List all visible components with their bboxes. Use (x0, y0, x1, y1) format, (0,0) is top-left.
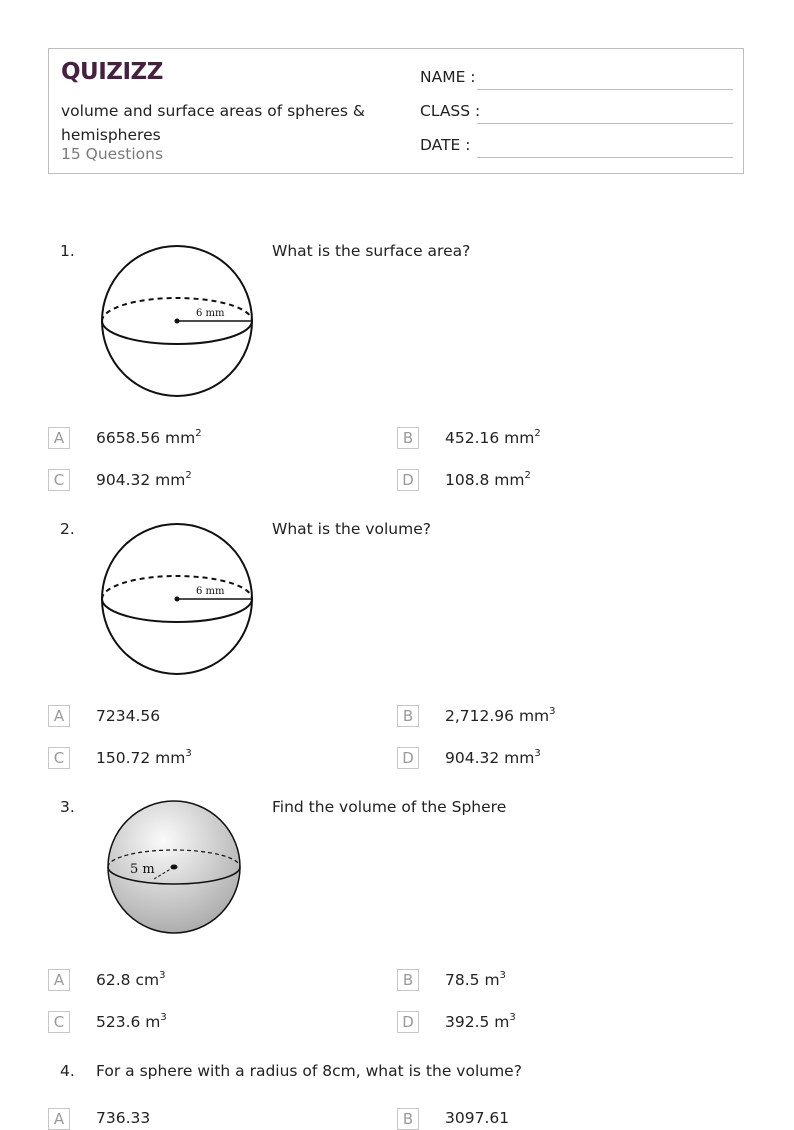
sphere-figure (96, 519, 258, 679)
option-b-letter[interactable]: B (397, 705, 419, 727)
class-line (477, 123, 733, 124)
option-b-text[interactable]: 3097.61 (445, 1109, 510, 1127)
question-text: Find the volume of the Sphere (272, 798, 507, 816)
option-d-text[interactable]: 904.32 $mm^3$ (445, 748, 541, 767)
date-label: DATE : (420, 136, 471, 154)
option-c-letter[interactable]: C (48, 747, 70, 769)
option-c-letter[interactable]: C (48, 469, 70, 491)
option-d-text[interactable]: 392.5 $m^3$ (445, 1012, 516, 1031)
worksheet-header (48, 48, 744, 174)
worksheet-title: volume and surface areas of spheres & hemispheres (61, 102, 366, 144)
option-b-text[interactable]: 78.5 $m^3$ (445, 970, 506, 989)
question-text: For a sphere with a radius of 8cm, what is the volume? (96, 1062, 522, 1080)
name-line (477, 89, 733, 90)
option-c-text[interactable]: 523.6 $m^3$ (96, 1012, 167, 1031)
option-b-letter[interactable]: B (397, 969, 419, 991)
radius-label: 6 mm (196, 308, 225, 319)
option-d-letter[interactable]: D (397, 1011, 419, 1033)
radius-label: 5 m (130, 862, 155, 877)
option-a-letter[interactable]: A (48, 1108, 70, 1130)
question-count: 15 Questions (61, 145, 164, 163)
sphere-figure (96, 241, 258, 401)
option-a-text[interactable]: 736.33 (96, 1109, 151, 1127)
shaded-sphere-figure (100, 795, 248, 941)
question-number: 3. (60, 798, 75, 816)
option-b-text[interactable]: 452.16 $mm^2$ (445, 428, 541, 447)
option-c-text[interactable]: 904.32 $mm^2$ (96, 470, 192, 489)
question-number: 1. (60, 242, 75, 260)
option-a-letter[interactable]: A (48, 427, 70, 449)
option-a-text[interactable]: 7234.56 (96, 707, 161, 725)
option-d-letter[interactable]: D (397, 469, 419, 491)
option-d-text[interactable]: 108.8 $mm^2$ (445, 470, 531, 489)
name-label: NAME : (420, 68, 476, 86)
option-b-text[interactable]: 2,712.96 $mm^3$ (445, 706, 556, 725)
quizizz-logo: QUIZIZZ (61, 59, 163, 85)
option-a-letter[interactable]: A (48, 969, 70, 991)
radius-label: 6 mm (196, 586, 225, 597)
option-c-letter[interactable]: C (48, 1011, 70, 1033)
option-a-letter[interactable]: A (48, 705, 70, 727)
question-number: 2. (60, 520, 75, 538)
option-b-letter[interactable]: B (397, 1108, 419, 1130)
option-c-text[interactable]: 150.72 $mm^3$ (96, 748, 192, 767)
question-number: 4. (60, 1062, 75, 1080)
option-d-letter[interactable]: D (397, 747, 419, 769)
class-label: CLASS : (420, 102, 481, 120)
question-text: What is the volume? (272, 520, 431, 538)
option-a-text[interactable]: 62.8 $cm^3$ (96, 970, 166, 989)
option-b-letter[interactable]: B (397, 427, 419, 449)
question-text: What is the surface area? (272, 242, 471, 260)
option-a-text[interactable]: 6658.56 $mm^2$ (96, 428, 202, 447)
date-line (477, 157, 733, 158)
